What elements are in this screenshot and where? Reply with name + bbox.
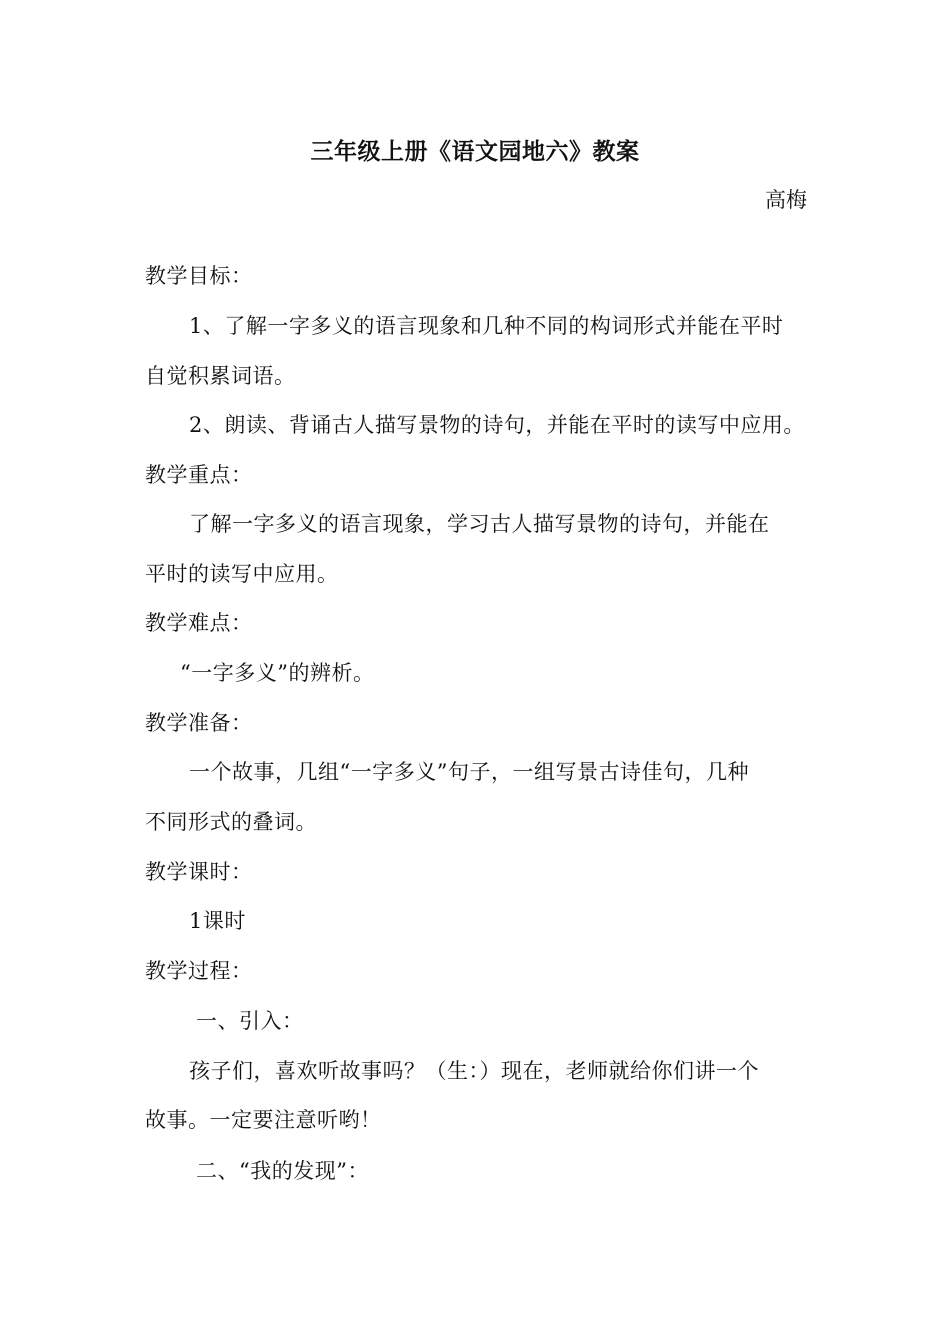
step-1-line-2: 故事。一定要注意听哟！ (145, 1108, 382, 1132)
preparation-line-1: 一个故事，几组“一字多义”句子，一组写景古诗佳句，几种 (189, 760, 749, 784)
key-points-heading: 教学重点： (145, 463, 253, 487)
process-heading: 教学过程： (145, 959, 253, 983)
goal-1-line-1: 1、了解一字多义的语言现象和几种不同的构词形式并能在平时 (189, 314, 784, 338)
difficulty-text: “一字多义”的辨析。 (180, 661, 375, 685)
author-name: 高梅 (765, 188, 807, 212)
preparation-line-2: 不同形式的叠词。 (145, 810, 317, 834)
step-1-heading: 一、引入： (196, 1009, 304, 1033)
preparation-heading: 教学准备： (145, 711, 253, 735)
step-1-line-1: 孩子们，喜欢听故事吗？（生：）现在，老师就给你们讲一个 (189, 1059, 759, 1083)
key-points-line-2: 平时的读写中应用。 (145, 562, 339, 586)
difficulty-heading: 教学难点： (145, 611, 253, 635)
step-2-heading: 二、“我的发现”： (196, 1159, 369, 1183)
hours-text: 1课时 (189, 909, 246, 933)
hours-heading: 教学课时： (145, 860, 253, 884)
document-title: 三年级上册《语文园地六》教案 (310, 138, 640, 165)
goal-1-line-2: 自觉积累词语。 (145, 364, 296, 388)
goal-2: 2、朗读、背诵古人描写景物的诗句，并能在平时的读写中应用。 (189, 413, 805, 437)
key-points-line-1: 了解一字多义的语言现象，学习古人描写景物的诗句，并能在 (189, 512, 770, 536)
goals-heading: 教学目标： (145, 264, 253, 288)
